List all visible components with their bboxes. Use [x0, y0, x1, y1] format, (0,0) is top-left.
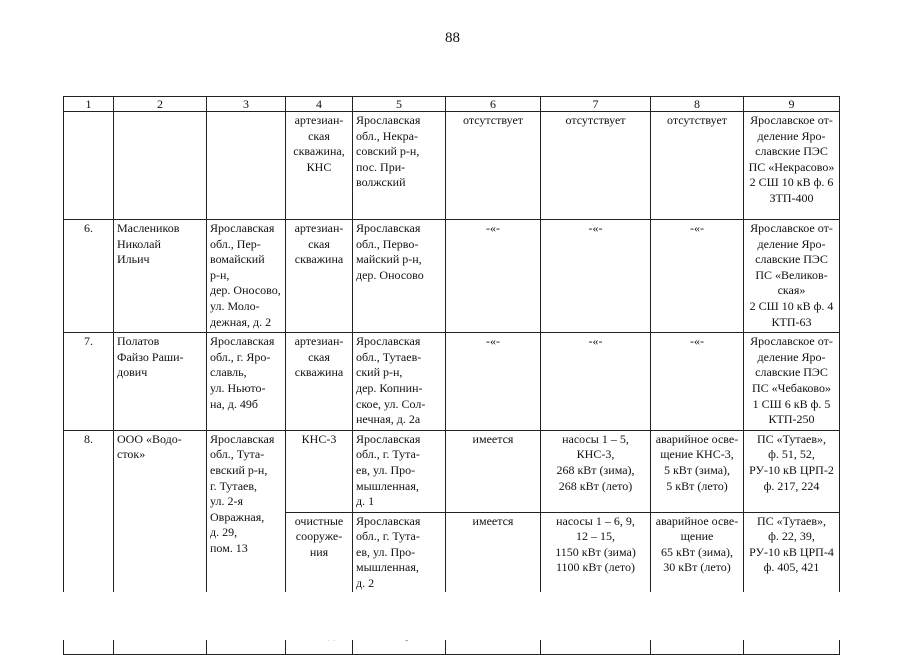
column-7-value: насосы 1 – 5, КНС-3, 268 кВт (зима), 268 кВт (лето) [541, 430, 651, 512]
object-type: КНС-3 [286, 430, 353, 512]
column-6-value: имеется [446, 430, 541, 512]
row-number: 6. [64, 220, 114, 333]
header-cell: 1 [64, 97, 114, 112]
object-location: Ярославская обл., Некра- совский р-н, пос. При- волжский [353, 112, 446, 220]
header-cell: 4 [286, 97, 353, 112]
header-cell: 2 [114, 97, 207, 112]
table-row [64, 220, 840, 333]
owner-address [207, 112, 286, 220]
owner-name: Маслеников Николай Ильич [114, 220, 207, 333]
power-source: ПС «Тутаев», ф. 22, 39, РУ-10 кВ ЦРП-4 ф. 405, 421 [744, 512, 840, 594]
power-source: Ярославское от- деление Яро- славские ПЭС ПС «Великов- ская» 2 СШ 10 кВ ф. 4 КТП-63 [744, 220, 840, 333]
object-location: Ярославская обл., Перво- майский р-н, дер. Оносово [353, 220, 446, 333]
column-7-value: отсутствует [541, 112, 651, 220]
object-type: артезиан- ская скважина [286, 333, 353, 431]
page-bottom-margin [0, 592, 905, 640]
header-cell: 7 [541, 97, 651, 112]
column-8-value: -«- [651, 220, 744, 333]
owner-address: Ярославская обл., г. Яро- славль, ул. Ньюто- на, д. 49б [207, 333, 286, 431]
power-source: ПС «Тутаев», ф. 51, 52, РУ-10 кВ ЦРП-2 ф. 217, 224 [744, 430, 840, 512]
column-8-value: отсутствует [651, 112, 744, 220]
power-source: Ярославское от- деление Яро- славские ПЭС ПС «Чебаково» 1 СШ 6 кВ ф. 5 КТП-250 [744, 333, 840, 431]
power-source: Ярославское от- деление Яро- славские ПЭС ПС «Некрасово» 2 СШ 10 кВ ф. 6 ЗТП-400 [744, 112, 840, 220]
column-6-value: -«- [446, 333, 541, 431]
header-cell: 9 [744, 97, 840, 112]
owner-name: ООО «Водо- сток» [114, 430, 207, 654]
header-cell: 5 [353, 97, 446, 112]
object-location: Ярославская обл., Тутаев- ский р-н, дер. Копнин- ское, ул. Сол- нечная, д. 2а [353, 333, 446, 431]
row-number [64, 112, 114, 220]
column-6-value: отсутствует [446, 112, 541, 220]
owner-name: Полатов Файзо Раши- дович [114, 333, 207, 431]
object-type: артезиан- ская скважина [286, 220, 353, 333]
column-8-value: -«- [651, 333, 744, 431]
column-7-value: -«- [541, 220, 651, 333]
row-number: 7. [64, 333, 114, 431]
table-row [64, 430, 840, 512]
column-7-value: насосы 1 – 6, 9, 12 – 15, 1150 кВт (зима) 1100 кВт (лето) [541, 512, 651, 594]
table-header-row [64, 97, 840, 112]
row-number: 8. [64, 430, 114, 654]
owner-name [114, 112, 207, 220]
object-type: очистные сооруже- ния [286, 512, 353, 594]
table-row [64, 333, 840, 431]
column-8-value: аварийное осве- щение КНС-3, 5 кВт (зима), 5 кВт (лето) [651, 430, 744, 512]
column-6-value: имеется [446, 512, 541, 594]
column-7-value: -«- [541, 333, 651, 431]
owner-address: Ярославская обл., Пер- вомайский р-н, дер. Оносово, ул. Моло- дежная, д. 2 [207, 220, 286, 333]
page-number: 88 [445, 30, 460, 46]
column-8-value: аварийное осве- щение 65 кВт (зима), 30 кВт (лето) [651, 512, 744, 594]
owner-address: Ярославская обл., Тута- евский р-н, г. Тутаев, ул. 2-я Овражная, д. 29, пом. 13 [207, 430, 286, 654]
table-row [64, 112, 840, 220]
object-location: Ярославская обл., г. Тута- ев, ул. Про- мышленная, д. 1 [353, 430, 446, 512]
object-type: артезиан- ская скважина, КНС [286, 112, 353, 220]
object-location: Ярославская обл., г. Тута- ев, ул. Про- мышленная, д. 2 [353, 512, 446, 594]
column-6-value: -«- [446, 220, 541, 333]
header-cell: 3 [207, 97, 286, 112]
data-table [63, 96, 840, 655]
header-cell: 6 [446, 97, 541, 112]
header-cell: 8 [651, 97, 744, 112]
